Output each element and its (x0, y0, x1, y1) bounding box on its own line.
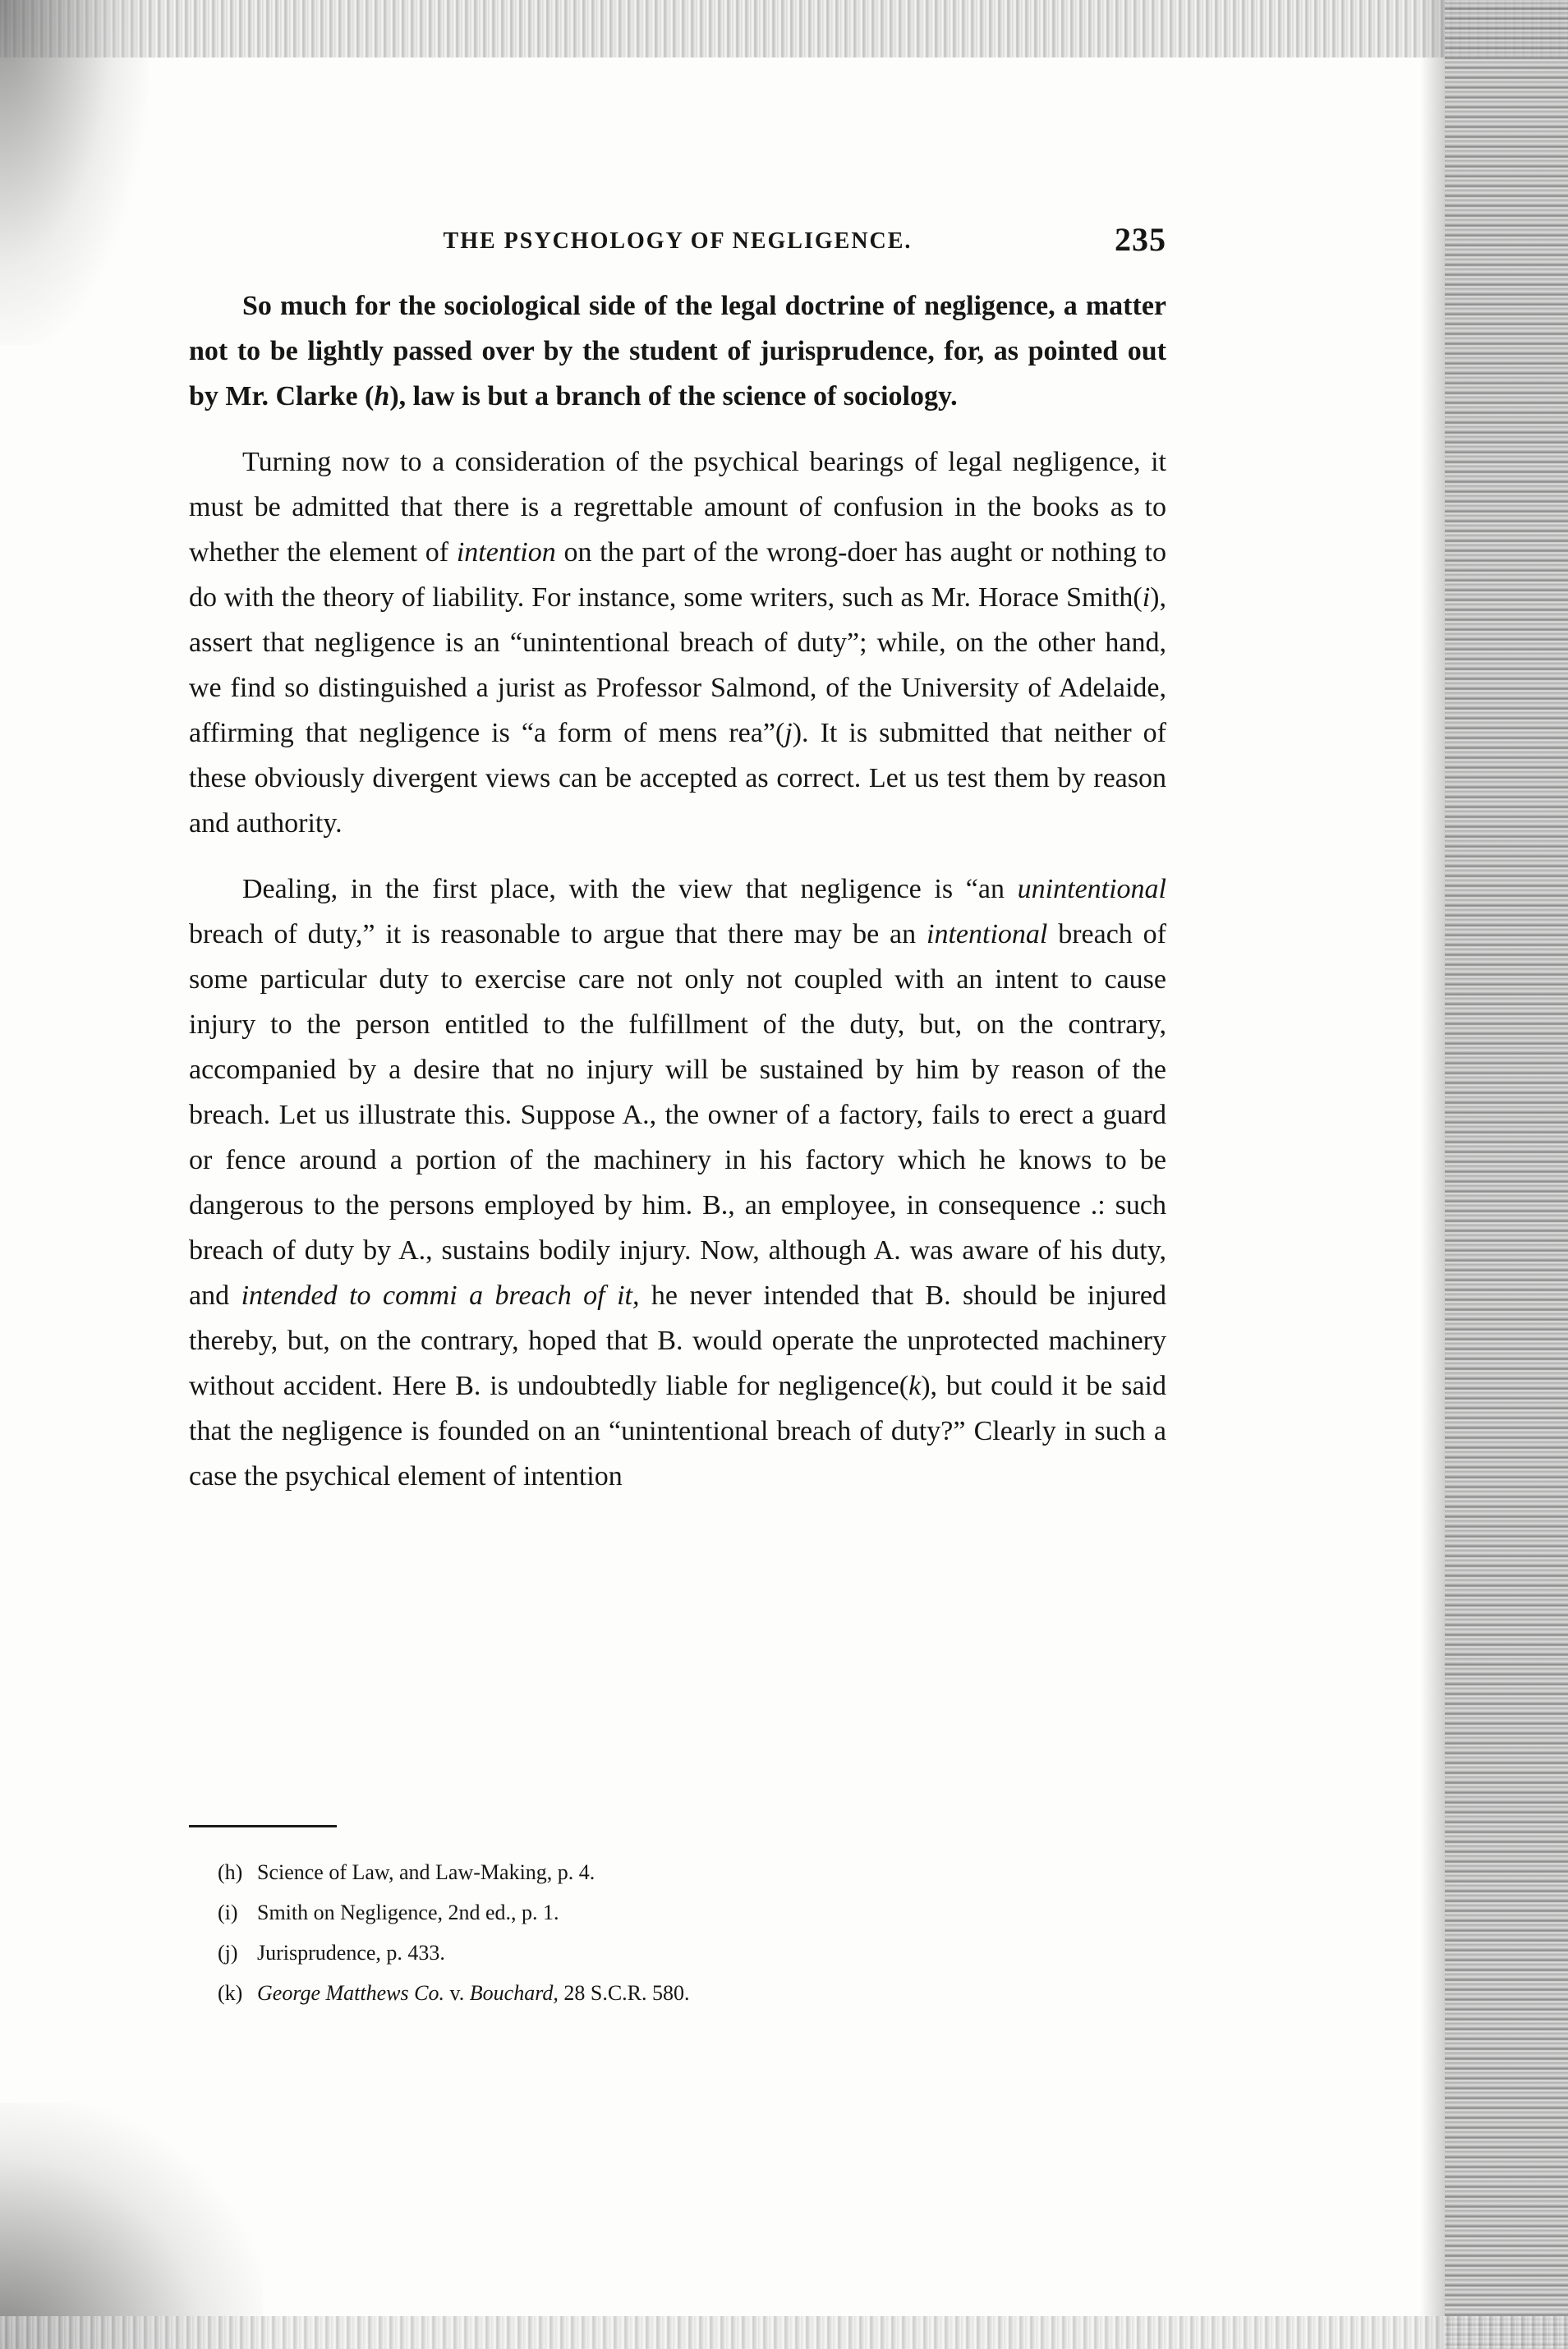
paragraph (189, 867, 1166, 1499)
text-run: v. (444, 1981, 470, 2005)
footnote (218, 1933, 1121, 1973)
footnote (218, 1973, 1121, 2013)
text-run: Science of Law, and Law-Making, p. 4. (257, 1860, 595, 1884)
italic-text: intentional (927, 919, 1048, 949)
text-run: ). It is submitted that neither of these obviously divergent views can be accepted as correct. Let us test them by reason and authority. (189, 718, 1167, 839)
text-run: ), but could it be said that the negligence is founded on an “unintentional breach of duty?” Clearly in such a case the psychical element of intention (189, 1371, 1166, 1492)
text-run: ), assert that negligence is an “unintentional breach of duty”; while, on the other hand, we find so distinguished a jurist as Professor Salmond, of the University of Adelaide, affirming that negligence is “a form of mens rea”( (189, 582, 1166, 748)
text-run: ), law is but a branch of the science of sociology. (389, 381, 958, 411)
text-run: Jurisprudence, p. 433. (257, 1941, 445, 1965)
footnotes (218, 1852, 1121, 2013)
scan-shadow-gutter (1420, 0, 1445, 2349)
italic-text: intended to commi a breach of it, (241, 1280, 640, 1311)
italic-text: h (374, 381, 390, 411)
text-run: Turning now to a consideration of the psychical bearings of legal negligence, it must be admitted that there is a regrettable amount of confusion in the books as to whether the element of (189, 447, 1166, 568)
footnote-text (257, 1860, 595, 1884)
footnote-mark: (k) (218, 1981, 243, 2005)
footnote (218, 1892, 1121, 1933)
scan-shadow-top-left (0, 0, 148, 345)
scan-shadow-top (0, 0, 1568, 57)
text-run: he never intended that B. should be injured thereby, but, on the contrary, hoped that B. would operate the unprotected machinery without accident. Here B. is undoubtedly liable for negligence( (189, 1280, 1167, 1401)
text-run: Dealing, in the first place, with the view that negligence is “an (242, 874, 1018, 904)
text-run: Smith on Negligence, 2nd ed., p. 1. (257, 1901, 559, 1924)
text-run: breach of duty,” it is reasonable to argue that there may be an (189, 919, 927, 949)
body-text (189, 283, 1166, 1499)
text-run: breach of some particular duty to exercise care not only not coupled with an intent to cause injury to the person entitled to the fulfillment of the duty, but, on the contrary, accompanied by a desire that no injury will be sustained by him by reason of the breach. Let us illustrate this. Suppose A., the owner of a factory, fails to erect a guard or fence around a portion of the machinery in his factory which he knows to be dangerous to the persons employed by him. B., an employee, in consequence .: such breach of duty by A., sustains bodily injury. Now, although A. was aware of his duty, and (189, 919, 1167, 1311)
footnote (218, 1852, 1121, 1892)
page-number: 235 (1115, 221, 1166, 258)
scan-shadow-bottom (0, 2316, 1568, 2349)
page-header (189, 220, 1166, 261)
text-run: on the part of the wrong-doer has aught or nothing to do with the theory of liability. For instance, some writers, such as Mr. Horace Smith( (189, 537, 1166, 613)
scan-shadow-right (1445, 0, 1568, 2349)
italic-text: k (908, 1371, 922, 1401)
text-run: 28 S.C.R. 580. (558, 1981, 690, 2005)
paragraph (189, 283, 1166, 419)
italic-text: intention (456, 537, 556, 568)
italic-text: George Matthews Co. (257, 1981, 444, 2005)
running-head: THE PSYCHOLOGY OF NEGLIGENCE. (443, 228, 913, 254)
footnote-mark: (h) (218, 1860, 243, 1884)
footnote-text (257, 1901, 559, 1924)
footnote-mark: (i) (218, 1901, 238, 1924)
footnote-rule (189, 1825, 337, 1827)
footnote-text (257, 1941, 445, 1965)
footnote-text (257, 1981, 690, 2005)
italic-text: Bouchard, (469, 1981, 559, 2005)
paragraph (189, 439, 1166, 846)
scan-shadow-bottom-left (0, 2103, 263, 2349)
italic-text: i (1142, 582, 1151, 613)
footnote-mark: (j) (218, 1941, 238, 1965)
text-run: So much for the sociological side of the legal doctrine of negligence, a matter not to be lightly passed over by the student of jurisprudence, for, as pointed out by Mr. Clarke ( (189, 291, 1166, 411)
italic-text: unintentional (1017, 874, 1166, 904)
italic-text: j (784, 718, 793, 748)
